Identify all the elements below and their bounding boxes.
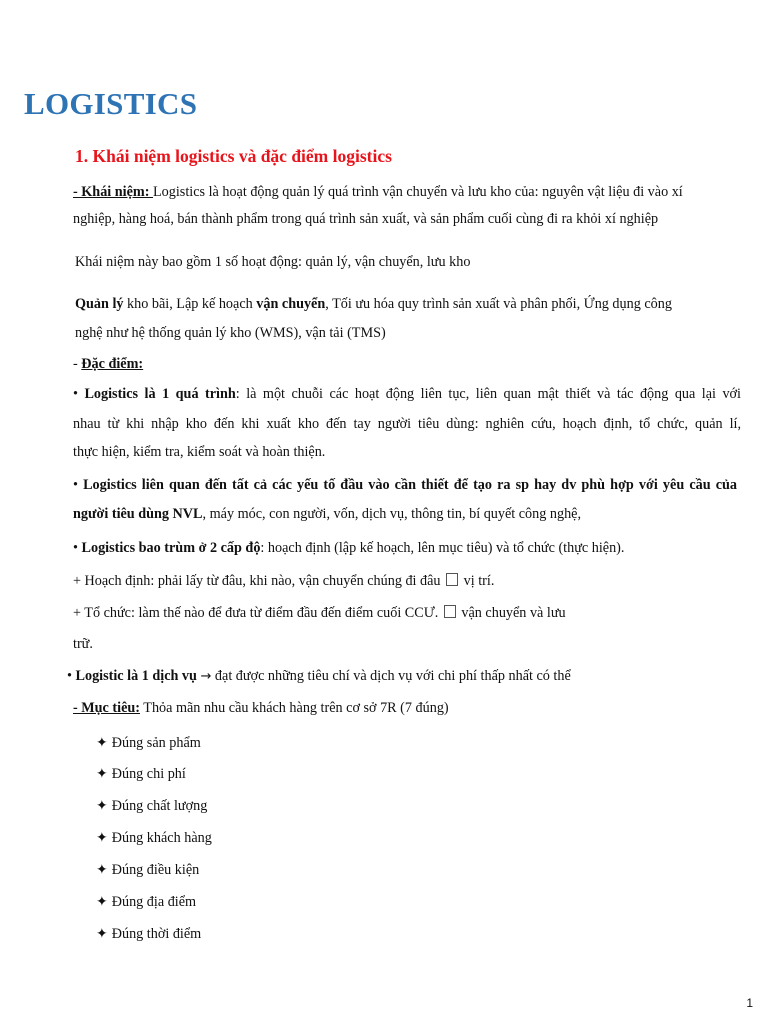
- bullet-inputs-line-2: [73, 505, 581, 523]
- four-point-star-icon: ✦: [96, 926, 108, 942]
- section-heading: 1. Khái niệm logistics và đặc điểm logistics: [75, 146, 392, 166]
- four-point-star-icon: ✦: [96, 862, 108, 878]
- bullet-inputs-bold-2: người tiêu dùng NVL: [73, 506, 203, 522]
- management-bold-1: Quản lý: [75, 296, 124, 312]
- bullet-levels: • Logistics bao trùm ở 2 cấp độ: hoạch định (lập kế hoạch, lên mục tiêu) và tổ chức (thực hiện).: [73, 540, 625, 556]
- organizing-line: [73, 604, 566, 622]
- features-label: [73, 355, 143, 373]
- right-item: [96, 765, 186, 783]
- four-point-star-icon: ✦: [96, 798, 108, 814]
- definition-line-2: nghiệp, hàng hoá, bán thành phẩm trong quá trình sản xuất, và sản phẩm cuối cùng đi ra khỏi xí nghiệp: [73, 211, 659, 227]
- right-arrow-icon: →: [200, 669, 212, 684]
- missing-glyph-icon: [444, 605, 456, 618]
- definition-label: - Khái niệm:: [73, 184, 153, 200]
- right-item-label: Đúng chi phí: [111, 766, 186, 782]
- management-text-2: , Tối ưu hóa quy trình sản xuất và phân phối, Ứng dụng công: [325, 296, 672, 312]
- goal-label: - Mục tiêu:: [73, 700, 140, 716]
- four-point-star-icon: ✦: [96, 894, 108, 910]
- right-item: [96, 829, 212, 847]
- features-prefix: -: [73, 356, 82, 372]
- organizing-continuation: trữ.: [73, 636, 93, 652]
- right-item-label: Đúng điều kiện: [111, 862, 200, 878]
- organizing-text: + Tổ chức: làm thế nào để đưa từ điểm đầu đến điểm cuối CCƯ.: [73, 605, 442, 621]
- management-line-1: [75, 295, 672, 313]
- four-point-star-icon: ✦: [96, 766, 108, 782]
- service-bullet: •: [67, 668, 72, 684]
- bullet-levels-bold: Logistics bao trùm ở 2 cấp độ: [81, 540, 261, 556]
- organizing-after: vận chuyển và lưu: [457, 605, 566, 621]
- bullet-inputs-rest: , máy móc, con người, vốn, dịch vụ, thông tin, bí quyết công nghệ,: [202, 506, 582, 522]
- definition-line-1: [73, 183, 726, 201]
- definition-text-1: Logistics là hoạt động quản lý quá trình vận chuyển và lưu kho của: nguyên vật liệu đi vào xí: [153, 184, 683, 200]
- planning-after: vị trí.: [460, 573, 495, 589]
- management-bold-2: vận chuyển: [256, 296, 326, 312]
- management-line-2: nghệ như hệ thống quản lý kho (WMS), vận tải (TMS): [75, 325, 386, 341]
- features-label-text: Đặc điểm:: [81, 356, 144, 372]
- bullet-process-line-2: nhau từ khi nhập kho đến khi xuất kho đến tay người tiêu dùng: nghiên cứu, hoạch định, tổ chức, quản lí,: [73, 416, 741, 432]
- service-line: [67, 667, 571, 686]
- right-item: [96, 861, 199, 879]
- document-title: LOGISTICS: [24, 86, 198, 121]
- right-item-label: Đúng địa điểm: [111, 894, 197, 910]
- page-number: 1: [746, 996, 753, 1010]
- bullet-process-line-3: thực hiện, kiểm tra, kiểm soát và hoàn thiện.: [73, 444, 326, 460]
- goal-text: Thỏa mãn nhu cầu khách hàng trên cơ sở 7R (7 đúng): [139, 700, 449, 716]
- right-item: [96, 893, 196, 911]
- includes-line: Khái niệm này bao gồm 1 số hoạt động: quản lý, vận chuyển, lưu kho: [75, 254, 471, 270]
- four-point-star-icon: ✦: [96, 830, 108, 846]
- bullet-process-bold: Logistics là 1 quá trình: [84, 386, 236, 402]
- right-item: [96, 925, 201, 943]
- bullet-process-line-1: • Logistics là 1 quá trình: là một chuỗi các hoạt động liên tục, liên quan mật thiết và tác động qua lại với: [73, 386, 741, 402]
- missing-glyph-icon: [446, 573, 458, 586]
- right-item: [96, 734, 201, 752]
- planning-line: [73, 572, 494, 590]
- right-item-label: Đúng chất lượng: [111, 798, 208, 814]
- bullet-inputs-bold-1: Logistics liên quan đến tất cả các yếu tố đầu vào cần thiết để tạo ra sp hay dv phù hợp với yêu cầu của: [83, 477, 737, 493]
- bullet-levels-rest: : hoạch định (lập kế hoạch, lên mục tiêu) và tổ chức (thực hiện).: [260, 540, 625, 556]
- right-item: [96, 797, 207, 815]
- bullet-process-text-1: : là một chuỗi các hoạt động liên tục, liên quan mật thiết và tác động qua lại với: [235, 386, 741, 402]
- service-bold: Logistic là 1 dịch vụ: [75, 668, 197, 684]
- service-rest: đạt được những tiêu chí và dịch vụ với chi phí thấp nhất có thể: [211, 668, 571, 684]
- four-point-star-icon: ✦: [96, 735, 108, 751]
- right-item-label: Đúng khách hàng: [111, 830, 212, 846]
- management-text-1: kho bãi, Lập kế hoạch: [123, 296, 257, 312]
- bullet-inputs-line-1: • Logistics liên quan đến tất cả các yếu tố đầu vào cần thiết để tạo ra sp hay dv phù hợp với yêu cầu của: [73, 477, 737, 493]
- planning-text: + Hoạch định: phải lấy từ đâu, khi nào, vận chuyển chúng đi đâu: [73, 573, 445, 589]
- right-item-label: Đúng thời điểm: [111, 926, 202, 942]
- right-item-label: Đúng sản phẩm: [111, 735, 201, 751]
- goal-line: [73, 699, 449, 717]
